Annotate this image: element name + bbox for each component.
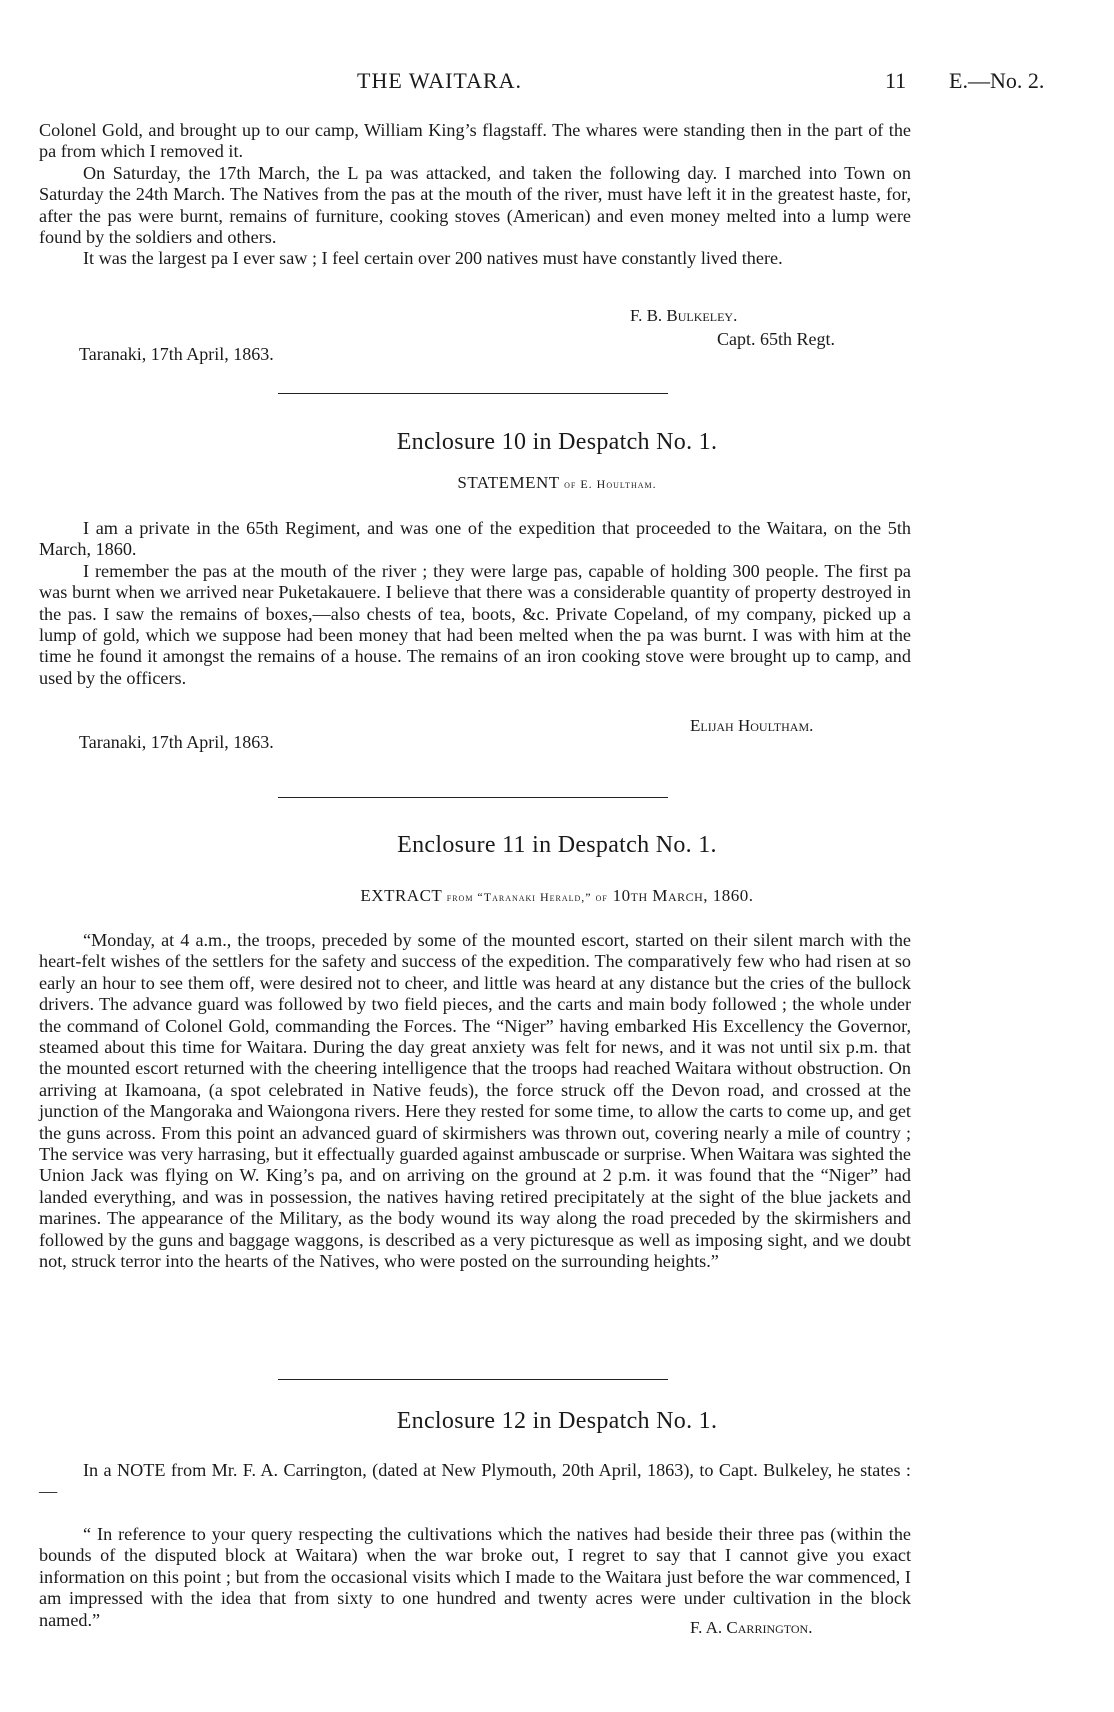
page-header <box>0 68 1114 108</box>
signature-bulkeley: F. B. Bulkeley. <box>630 306 738 325</box>
place-date: Taranaki, 17th April, 1863. <box>79 732 274 752</box>
paragraph: I remember the pas at the mouth of the river ; they were large pas, capable of holding 300 people. The first pa was burnt when we arrived near Puketakauere. I believe that there was a considerable quantity of property destroyed in the pas. I saw the remains of boxes,—also chests of tea, boots, &c. Private Copeland, of my company, picked up a lump of gold, which we suppose had been money that had been melted when the pa was burnt. I was with him at the time he found it amongst the remains of a house. The remains of an iron cooking stove were brought up to camp, and used by the officers. <box>39 560 911 688</box>
document-reference: E.—No. 2. <box>949 68 1045 93</box>
paragraph: In a NOTE from Mr. F. A. Carrington, (dated at New Plymouth, 20th April, 1863), to Capt. Bulkeley, he states :— <box>39 1460 911 1502</box>
enclosure-11-subheading <box>0 886 1114 906</box>
place-date: Taranaki, 17th April, 1863. <box>79 344 274 364</box>
signature-carrington: F. A. Carrington. <box>690 1618 813 1637</box>
enclosure-10-subheading <box>0 473 1114 493</box>
paragraph: “Monday, at 4 a.m., the troops, preceded by some of the mounted escort, started on their silent march with the heart-felt wishes of the settlers for the safety and success of the expedition. The comparatively few who had risen at so early an hour to see them off, were desired not to cheer, and little was heard at any distance but the cries of the bullock drivers. The advance guard was followed by two field pieces, and the carts and main body followed ; the whole under the command of Colonel Gold, commanding the Forces. The “Niger” having embarked His Excellency the Governor, steamed about this time for Waitara. During the day great anxiety was felt for news, and it was not until six p.m. that the mounted escort returned with the cheering intelligence that the troops had reached Waitara without obstruction. On arriving at Ikamoana, (a spot celebrated in Native feuds), the force struck off the Devon road, and crossed at the junction of the Mangoraka and Waiongona rivers. Here they rested for some time, to allow the carts to come up, and get the guns across. From this point an advanced guard of skirmishers was thrown out, covering nearly a mile of country ; The service was very harrasing, but it effectually guarded against ambuscade or surprise. When Waitara was sighted the Union Jack was flying on W. King’s pa, and on arriving on the ground at 2 p.m. it was found that the “Niger” had landed everything, and was in possession, the natives having retired precipitately at the sight of the blue jackets and marines. The appearance of the Military, as the body wound its way along the road preceded by the skirmishers and followed by the guns and baggage waggons, is described as a very picturesque as well as imposing sight, and we doubt not, struck terror into the hearts of the Natives, who were posted on the surrounding heights.” <box>39 930 911 1272</box>
section-divider <box>278 393 668 394</box>
subheading-small: from “Taranaki Herald,” of <box>446 890 608 904</box>
herald-extract <box>39 930 911 1273</box>
paragraph: It was the largest pa I ever saw ; I feel certain over 200 natives must have constantly lived there. <box>83 248 783 269</box>
signature-houltham: Elijah Houltham. <box>690 716 814 735</box>
subheading-date: 10th March, 1860. <box>612 886 754 905</box>
paragraph: Colonel Gold, and brought up to our camp, William King’s flagstaff. The whares were standing then in the part of the pa from which I removed it. <box>39 120 911 162</box>
bulkeley-statement <box>39 120 911 270</box>
section-divider <box>278 797 668 798</box>
paragraph: “ In reference to your query respecting the cultivations which the natives had beside their three pas (within the bounds of the disputed block at Waitara) when the war broke out, I regret to say that I cannot give you exact information on this point ; but from the occasional visits which I made to the Waitara just before the war commenced, I am impressed with the idea that from sixty to one hundred and twenty acres were under cultivation in the block named.” <box>39 1524 911 1630</box>
enclosure-12-heading: Enclosure 12 in Despatch No. 1. <box>396 1408 718 1434</box>
carrington-quote <box>39 1524 911 1631</box>
subheading-small: of E. Houltham. <box>564 477 657 491</box>
subheading-main: STATEMENT <box>457 473 560 492</box>
section-divider <box>278 1379 668 1380</box>
signature-title: Capt. 65th Regt. <box>717 329 835 349</box>
subheading-main: EXTRACT <box>360 886 442 905</box>
running-title: THE WAITARA. <box>357 68 523 93</box>
enclosure-10-heading: Enclosure 10 in Despatch No. 1. <box>396 429 718 455</box>
enclosure-11-heading: Enclosure 11 in Despatch No. 1. <box>397 832 717 858</box>
carrington-note <box>39 1460 911 1503</box>
paragraph: On Saturday, the 17th March, the L pa was attacked, and taken the following day. I marched into Town on Saturday the 24th March. The Natives from the pas at the mouth of the river, must have left it in the greatest haste, for, after the pas were burnt, remains of furniture, cooking stoves (American) and even money melted into a lump were found by the soldiers and others. <box>39 162 911 248</box>
page-number: 11 <box>885 68 907 93</box>
paragraph: I am a private in the 65th Regiment, and was one of the expedition that proceeded to the Waitara, on the 5th March, 1860. <box>39 518 911 560</box>
houltham-statement <box>39 518 911 689</box>
